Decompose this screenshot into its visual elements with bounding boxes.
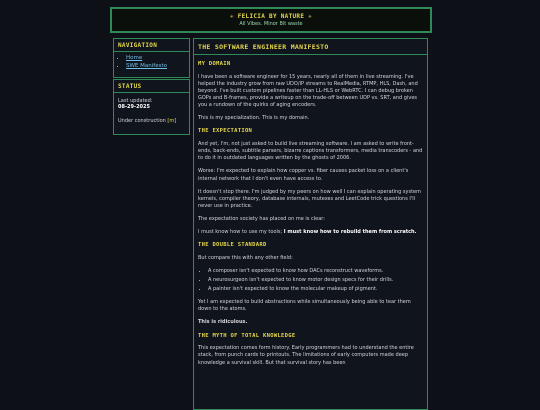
paragraph: Yet I am expected to build abstractions while simultaneously being able to tear them down to the atoms. <box>198 299 411 313</box>
section-heading-expectation: THE EXPECTATION <box>198 128 253 135</box>
navigation-heading: NAVIGATION <box>114 39 189 52</box>
paragraph: Worse: I'm expected to explain how copper vs. fiber causes packet loss on a client's internal network that I don't even have access to. <box>198 168 409 182</box>
list-item: • A composer isn't expected to know how DACs reconstruct waveforms. <box>208 268 423 275</box>
construction-icon: [m] <box>167 118 177 124</box>
nav-link-swe-manifesto[interactable]: SWE Manifesto <box>126 63 167 69</box>
paragraph-text: I must know how to use my tools; <box>198 229 284 235</box>
paragraph: This is my specialization. This is my domain. <box>198 115 310 122</box>
nav-item-home <box>126 55 189 61</box>
nav-link-home[interactable]: Home <box>126 55 143 61</box>
paragraph <box>198 229 423 236</box>
site-subtitle: All Vibes. Minor Bit waste <box>239 21 303 27</box>
list-item: • A painter isn't expected to know the molecular makeup of pigment. <box>208 286 423 293</box>
paragraph: The expectation society has placed on me is clear: <box>198 215 325 222</box>
section-heading-myth: THE MYTH OF TOTAL KNOWLEDGE <box>198 332 296 339</box>
emphasis-paragraph: This is ridiculous. <box>198 319 248 326</box>
page-title: THE SOFTWARE ENGINEER MANIFESTO <box>194 39 427 55</box>
site-title: ✳ FELICIA BY NATURE ✳ <box>229 13 313 20</box>
emphasis-text: I must know how to rebuild them from scratch. <box>283 229 417 235</box>
paragraph: But compare this with any other field: <box>198 254 293 261</box>
list-item: • A neurosurgeon isn't expected to know motor design specs for their drills. <box>208 277 423 284</box>
last-updated-label: Last updated: <box>118 98 153 104</box>
section-heading-domain: MY DOMAIN <box>198 61 231 67</box>
navigation-list <box>114 55 189 69</box>
manifesto-panel <box>193 38 428 410</box>
paragraph: This expectation comes form history. Early programmers had to understand the entire stack, from punch cards to printouts. The limitations of early computers made deep knowledge a survival skill. But that survival story has been <box>198 345 414 366</box>
navigation-panel <box>113 38 190 78</box>
paragraph: It doesn't stop there. I'm judged by my peers on how well I can explain operating system kernels, compiler theory, database internals, mutexes and LeetCode trick questions I'll never use in practice. <box>198 188 421 209</box>
manifesto-content <box>194 61 427 367</box>
section-heading-double-standard: THE DOUBLE STANDARD <box>198 242 267 249</box>
comparison-list <box>198 268 423 293</box>
last-updated-date: 08-29-2025 <box>118 104 150 110</box>
paragraph: I have been a software engineer for 15 years, nearly all of them in live streaming. I've helped the industry grow from raw UDO/IP streams to RealMedia, RTMP, HLS, Dash, and beyond. I've built custom pipelines faster than LL-HLS or WebRTC. I can debug broken GOPs and B-frames, provide a writeup on the trade-off between UDP vs. SRT, and gives you a rundown of the quirks of aging encoders. <box>198 73 418 109</box>
status-panel <box>113 79 190 135</box>
construction-status <box>114 118 189 124</box>
construction-text: Under construction <box>118 118 166 124</box>
status-heading: STATUS <box>114 80 189 93</box>
site-header <box>110 7 432 33</box>
paragraph: And yet, I'm, not just asked to build live streaming software. I am asked to write front-ends, back-ends, subtitle parsers, bizarre captions transformers, media transcoders - and to do it in outdated languages written by the ghosts of 2006. <box>198 141 423 162</box>
nav-item-swe-manifesto <box>126 63 189 69</box>
